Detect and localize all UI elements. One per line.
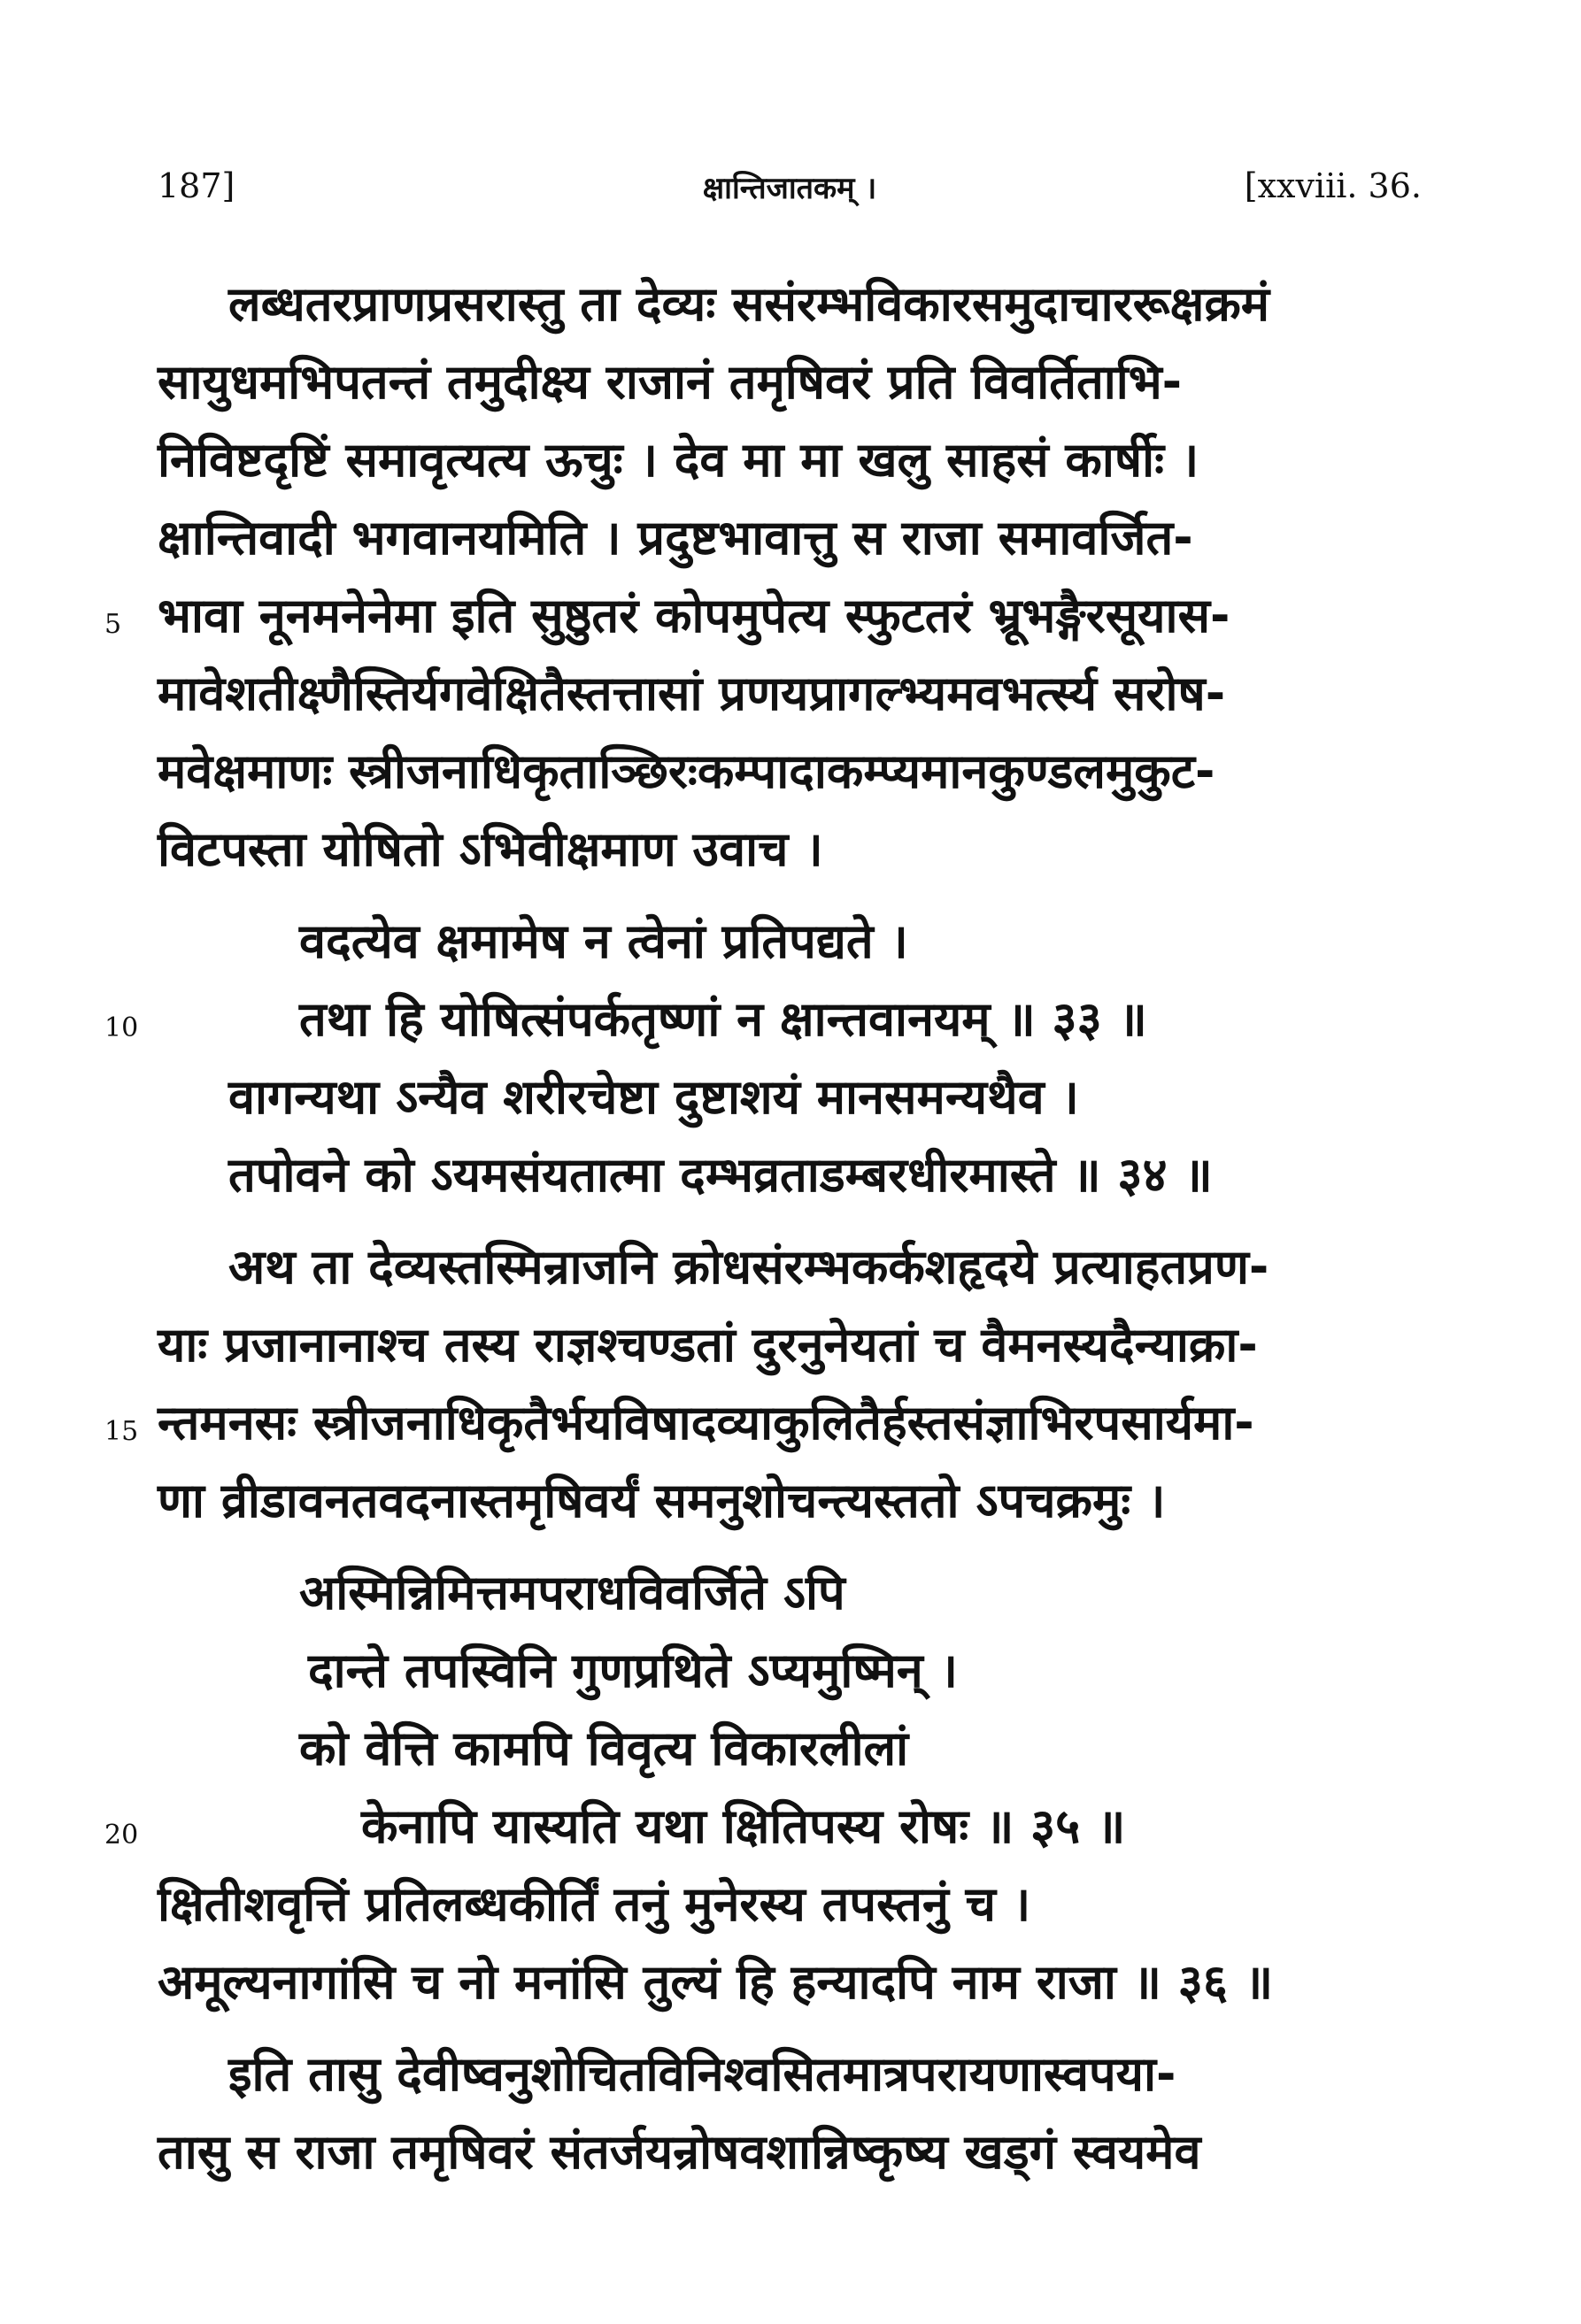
- verse-line: अमूल्यनागांसि च नो मनांसि तुल्यं हि हन्यादपि नाम राजा ॥ ३६ ॥: [158, 1954, 1274, 2010]
- text-line: क्षान्तिवादी भगवानयमिति । प्रदुष्टभावात्तु स राजा समावर्जित-: [158, 510, 1193, 566]
- text-line: अथ ता देव्यस्तस्मिन्राजनि क्रोधसंरम्भकर्कशहृदये प्रत्याहतप्रण-: [228, 1239, 1269, 1295]
- line-number: 20: [104, 1820, 139, 1851]
- verse-line: 20 केनापि यास्यति यथा क्षितिपस्य रोषः ॥ ३५ ॥: [158, 1788, 1423, 1866]
- line-number: 5: [104, 609, 122, 640]
- section-reference: [xxviii. 36.: [1244, 166, 1422, 205]
- text-line: याः प्रजानानाश्च तस्य राज्ञश्चण्डतां दुरनुनेयतां च वैमनस्यदैन्याक्रा-: [158, 1317, 1258, 1373]
- verse-line: दान्ते तपस्विनि गुणप्रथिते ऽप्यमुष्मिन् ।: [308, 1643, 958, 1698]
- text-line: मवेक्षमाणः स्त्रीजनाधिकृताञ्छिरःकम्पादाकम्प्यमानकुण्डलमुकुट-: [158, 743, 1215, 799]
- verse-line: वदत्येव क्षमामेष न त्वेनां प्रतिपद्यते ।: [299, 913, 908, 969]
- text-line: 15 न्तमनसः स्त्रीजनाधिकृतैर्भयविषादव्याकुलितैर्हस्तसंज्ञाभिरपसार्यमा-: [158, 1384, 1423, 1462]
- verse-line: अस्मिन्निमित्तमपराधविवर्जिते ऽपि: [299, 1565, 845, 1620]
- text-line: विटपस्ता योषितो ऽभिवीक्षमाण उवाच ।: [158, 821, 823, 877]
- verse-line: क्षितीशवृत्तिं प्रतिलब्धकीर्तिं तनुं मुनेरस्य तपस्तनुं च ।: [158, 1876, 1031, 1932]
- text-line: निविष्टदृष्टिं समावृत्यत्य ऊचुः । देव मा मा खलु साहसं कार्षीः ।: [158, 432, 1199, 488]
- line-number: 15: [104, 1416, 139, 1447]
- page-body: [104, 265, 1423, 2191]
- verse-line: तपोवने को ऽयमसंयतात्मा दम्भव्रताडम्बरधीरमास्ते ॥ ३४ ॥: [228, 1147, 1213, 1203]
- verse-line: 10 तथा हि योषित्संपर्कतृष्णां न क्षान्तवानयम् ॥ ३३ ॥: [158, 981, 1423, 1058]
- line-number: 10: [104, 1012, 139, 1043]
- page-number: 187]: [158, 166, 235, 205]
- text-line: सायुधमभिपतन्तं तमुदीक्ष्य राजानं तमृषिवरं प्रति विवर्तिताभि-: [158, 354, 1183, 410]
- running-header: [158, 166, 1422, 219]
- chapter-title: क्षान्तिजातकम् ।: [702, 171, 877, 206]
- verse-line: वागन्यथा ऽन्यैव शरीरचेष्टा दुष्टाशयं मानसमन्यथैव ।: [228, 1069, 1079, 1125]
- text-line: इति तासु देवीष्वनुशोचितविनिश्वसितमात्रपरायणास्वपया-: [228, 2046, 1176, 2102]
- text-line: लब्धतरप्राणप्रसरास्तु ता देव्यः ससंरम्भविकारसमुदाचाररूक्षक्रमं: [228, 276, 1270, 332]
- verse-line: को वेत्ति कामपि विवृत्य विकारलीलां: [299, 1720, 909, 1776]
- text-line: 5 भावा नूनमनेनेमा इति सुष्ठुतरं कोपमुपेत्य स्फुटतरं भ्रूभङ्गैरसूयास-: [158, 577, 1423, 655]
- text-line: तासु स राजा तमृषिवरं संतर्जयन्रोषवशान्निष्कृष्य खड्गं स्वयमेव: [158, 2124, 1201, 2180]
- text-line: मावेशतीक्ष्णैस्तिर्यगवेक्षितैस्तत्तासां प्रणयप्रागल्भ्यमवभर्त्स्य सरोष-: [158, 666, 1226, 721]
- text-line: णा व्रीडावनतवदनास्तमृषिवर्यं समनुशोचन्त्यस्ततो ऽपचक्रमुः ।: [158, 1473, 1166, 1528]
